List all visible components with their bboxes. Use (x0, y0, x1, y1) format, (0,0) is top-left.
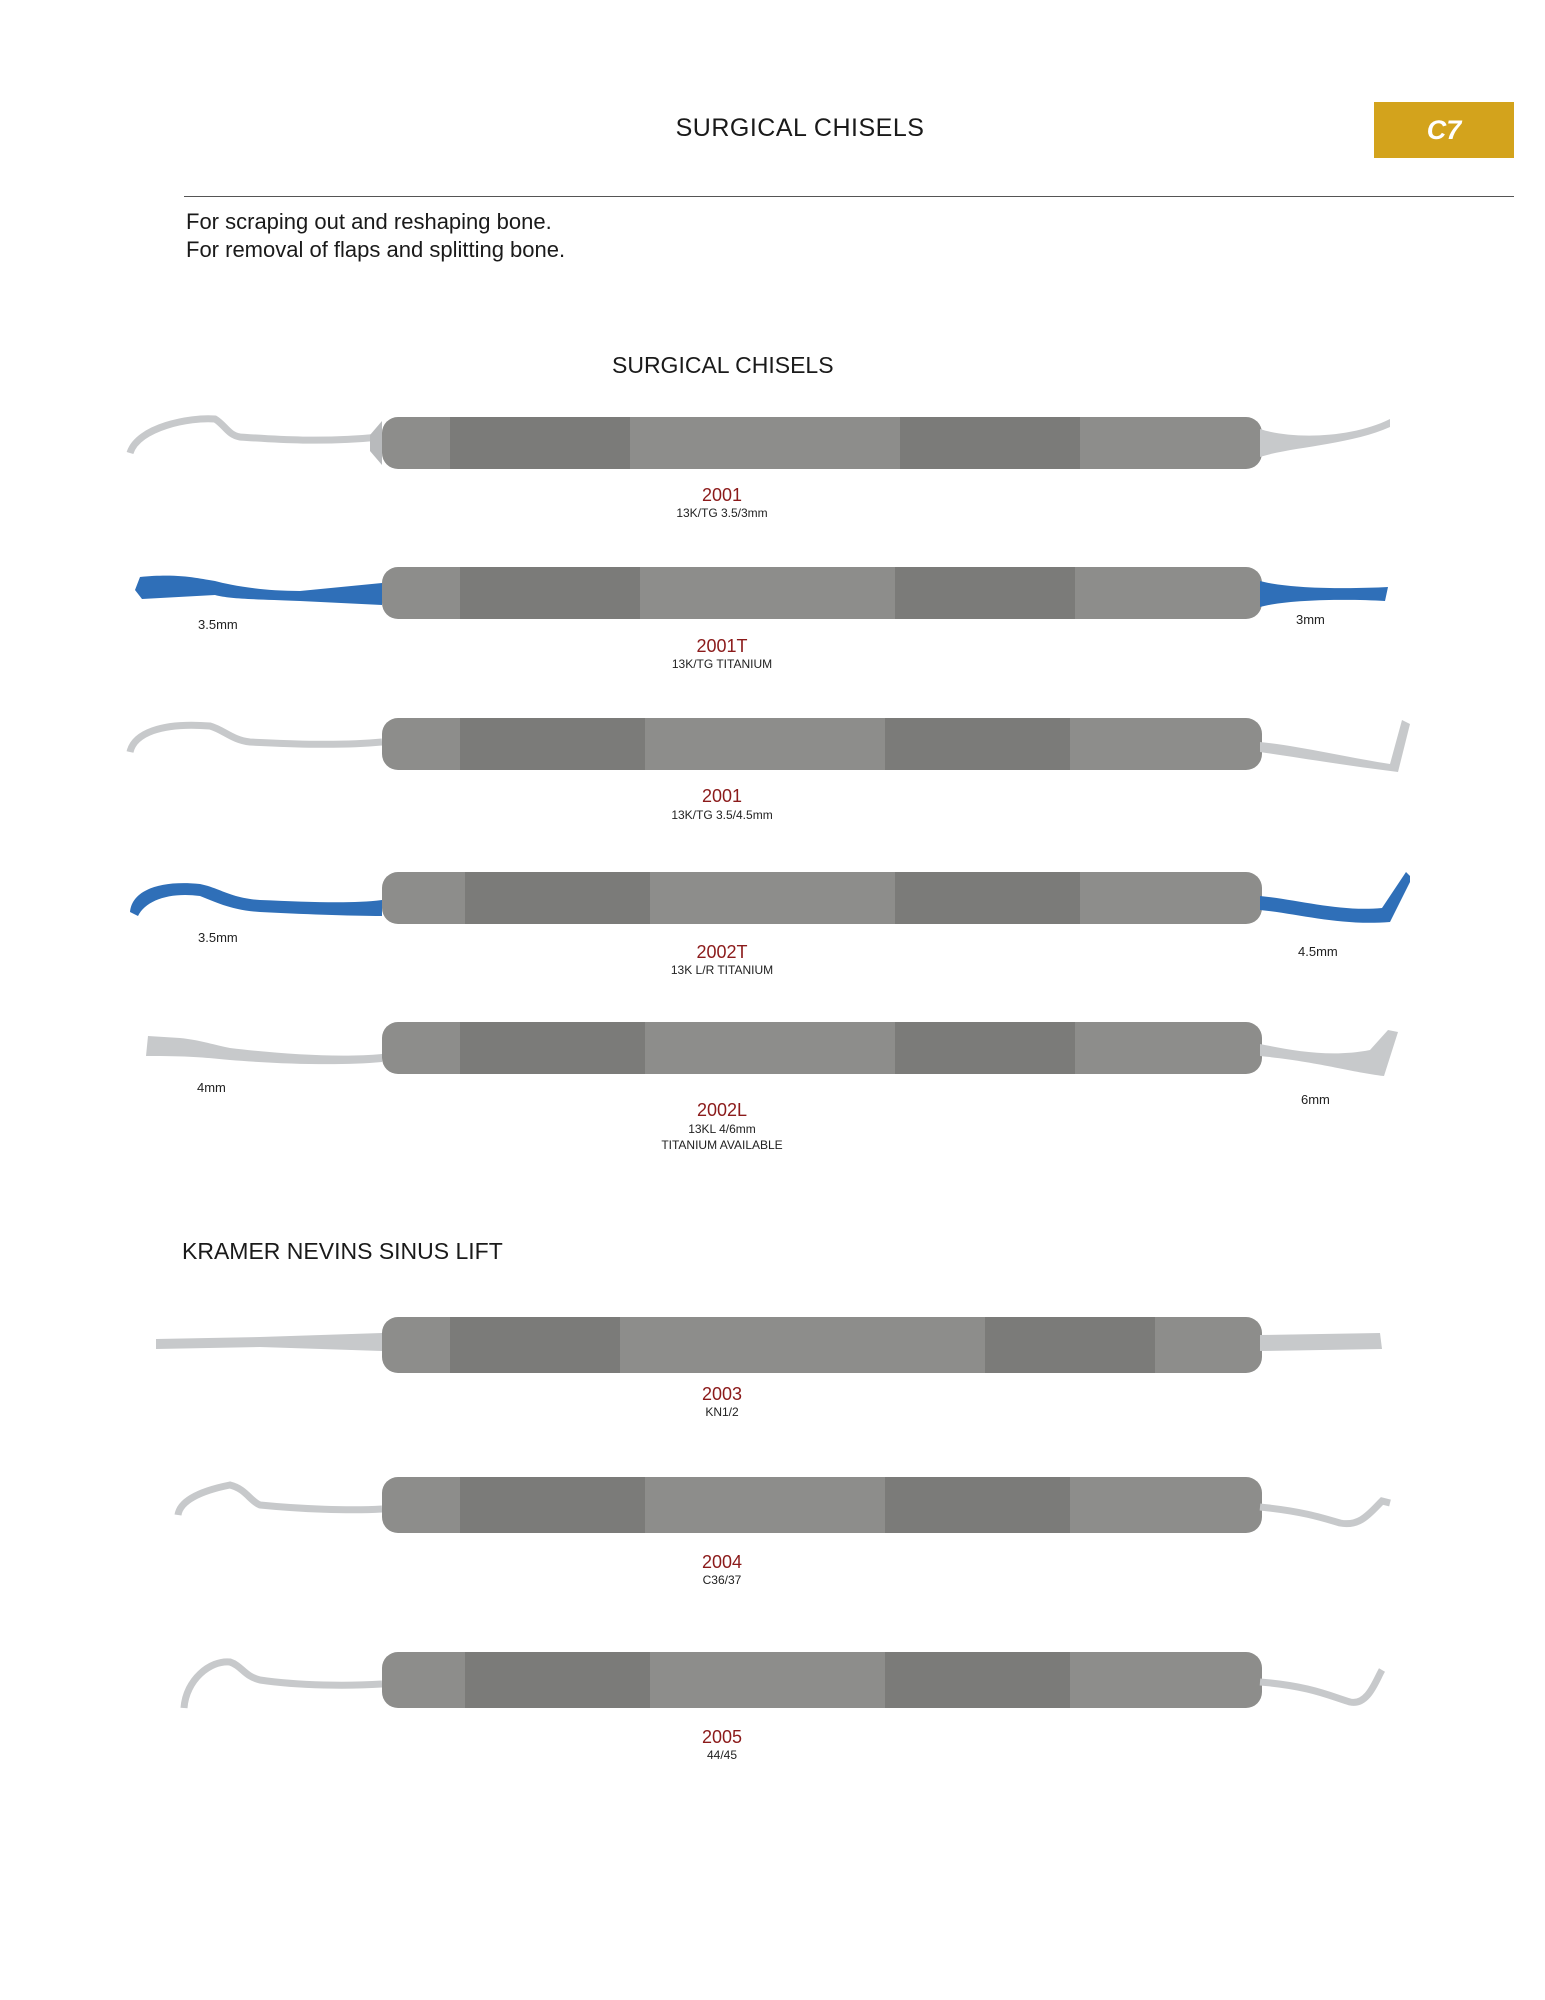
page-title: SURGICAL CHISELS (675, 114, 925, 142)
instrument-image-2001-b (120, 706, 1410, 786)
product-spec-2002l-line-2: TITANIUM AVAILABLE (661, 1138, 783, 1152)
left-tip-size-2001t: 3.5mm (198, 617, 238, 632)
instrument-image-2005 (120, 1640, 1410, 1720)
instrument-image-2001 (120, 405, 1410, 485)
product-spec-2005: 44/45 (706, 1748, 738, 1762)
product-code-2002t: 2002T (696, 942, 748, 962)
instrument-image-2001t (120, 555, 1410, 635)
right-tip-size-2002t: 4.5mm (1298, 944, 1338, 959)
product-spec-2001-b: 13K/TG 3.5/4.5mm (671, 808, 773, 822)
header-rule (184, 196, 1514, 197)
intro-line-2: For removal of flaps and splitting bone. (186, 237, 566, 262)
product-spec-2004: C36/37 (702, 1573, 742, 1587)
product-spec-2002t: 13K L/R TITANIUM (670, 963, 774, 977)
right-tip-size-2002l: 6mm (1301, 1092, 1330, 1107)
instrument-image-2003 (120, 1305, 1410, 1385)
product-code-2001t: 2001T (696, 636, 748, 656)
product-spec-2001-a: 13K/TG 3.5/3mm (676, 506, 768, 520)
product-spec-2001t: 13K/TG TITANIUM (671, 657, 773, 671)
intro-line-1: For scraping out and reshaping bone. (186, 209, 552, 234)
right-tip-size-2001t: 3mm (1296, 612, 1325, 627)
product-code-2001-a: 2001 (701, 485, 743, 505)
section-title-surgical-chisels: SURGICAL CHISELS (612, 352, 834, 378)
instrument-image-2004 (120, 1465, 1410, 1545)
product-code-2003: 2003 (701, 1384, 743, 1404)
product-spec-2003: KN1/2 (705, 1405, 739, 1419)
section-title-kramer-nevins-sinus-lift: KRAMER NEVINS SINUS LIFT (182, 1238, 503, 1264)
instrument-image-2002t (120, 860, 1410, 940)
product-code-2004: 2004 (701, 1552, 743, 1572)
product-code-2005: 2005 (701, 1727, 743, 1747)
page-tab-badge: C7 (1374, 102, 1514, 158)
instrument-image-2002l (120, 1010, 1410, 1090)
left-tip-size-2002t: 3.5mm (198, 930, 238, 945)
intro-text (186, 208, 565, 264)
product-code-2001-b: 2001 (701, 786, 743, 806)
product-spec-2002l-line-1: 13KL 4/6mm (688, 1122, 756, 1136)
left-tip-size-2002l: 4mm (197, 1080, 226, 1095)
product-code-2002l: 2002L (696, 1100, 748, 1120)
